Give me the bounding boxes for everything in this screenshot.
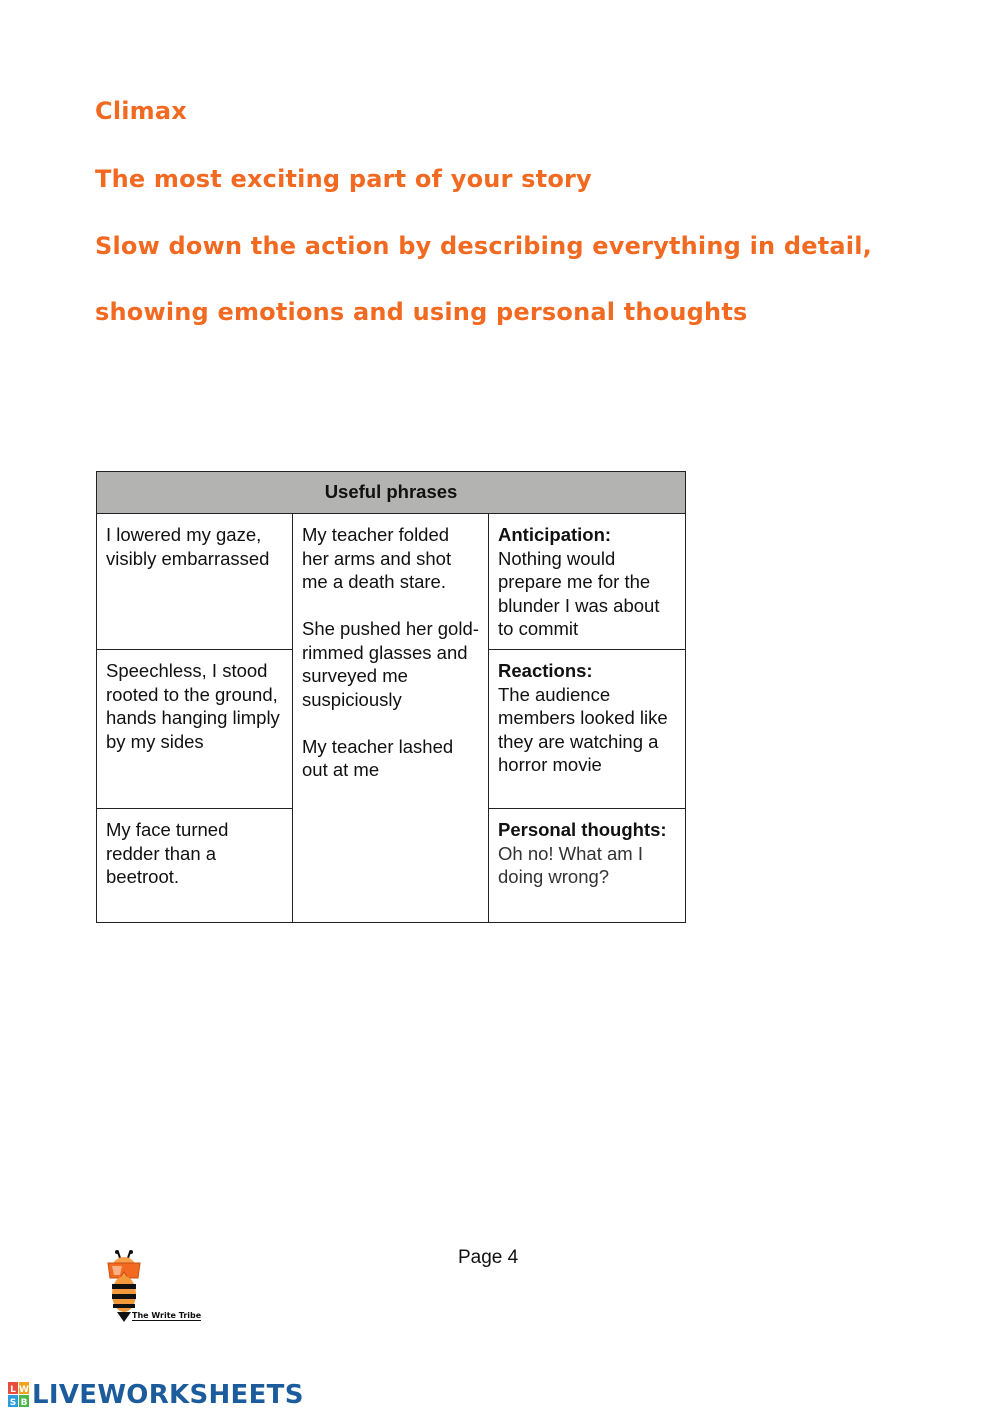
instruction-line-2: showing emotions and using personal thoughts <box>95 298 748 326</box>
phrase-label: Personal thoughts: <box>498 819 667 840</box>
phrase-text: Nothing would prepare me for the blunder I was about to commit <box>498 547 660 639</box>
phrase-text: I lowered my gaze, visibly embarrassed <box>106 524 270 569</box>
badge-letter: S <box>9 1398 17 1408</box>
phrase-text: My face turned redder than a beetroot. <box>106 819 229 887</box>
table-cell <box>97 650 293 809</box>
badge-letter: L <box>10 1385 16 1395</box>
useful-phrases-table <box>96 471 686 923</box>
phrase-label: Anticipation: <box>498 524 612 545</box>
phrase-text: Speechless, I stood rooted to the ground, hands hanging limply by my sides <box>106 660 280 752</box>
page-number: Page 4 <box>458 1247 519 1268</box>
table-cell <box>489 514 686 650</box>
table-cell <box>97 809 293 923</box>
phrase-text: The audience members looked like they are watching a horror movie <box>498 683 668 775</box>
page-title: Climax <box>95 97 187 125</box>
badge-letter: W <box>19 1385 29 1395</box>
phrase-text: My teacher lashed out at me <box>302 735 454 780</box>
instruction-line-1: Slow down the action by describing everything in detail, <box>95 232 872 260</box>
liveworksheets-brand[interactable] <box>8 1380 304 1410</box>
phrase-text: Oh no! What am I doing wrong? <box>498 842 643 887</box>
phrase-text: She pushed her gold-rimmed glasses and surveyed me suspiciously <box>302 618 479 710</box>
phrase-text: My teacher folded her arms and shot me a death stare. <box>302 524 452 592</box>
table-cell-teacher <box>293 514 489 923</box>
logo-caption: The Write Tribe <box>132 1311 202 1320</box>
table-cell <box>97 514 293 650</box>
table-cell <box>489 650 686 809</box>
table-header: Useful phrases <box>97 472 686 514</box>
liveworksheets-logo-icon <box>8 1382 30 1408</box>
badge-letter: B <box>20 1398 28 1408</box>
phrase-label: Reactions: <box>498 660 593 681</box>
brand-name: LIVEWORKSHEETS <box>32 1380 304 1410</box>
table-cell <box>489 809 686 923</box>
subtitle: The most exciting part of your story <box>95 165 592 193</box>
